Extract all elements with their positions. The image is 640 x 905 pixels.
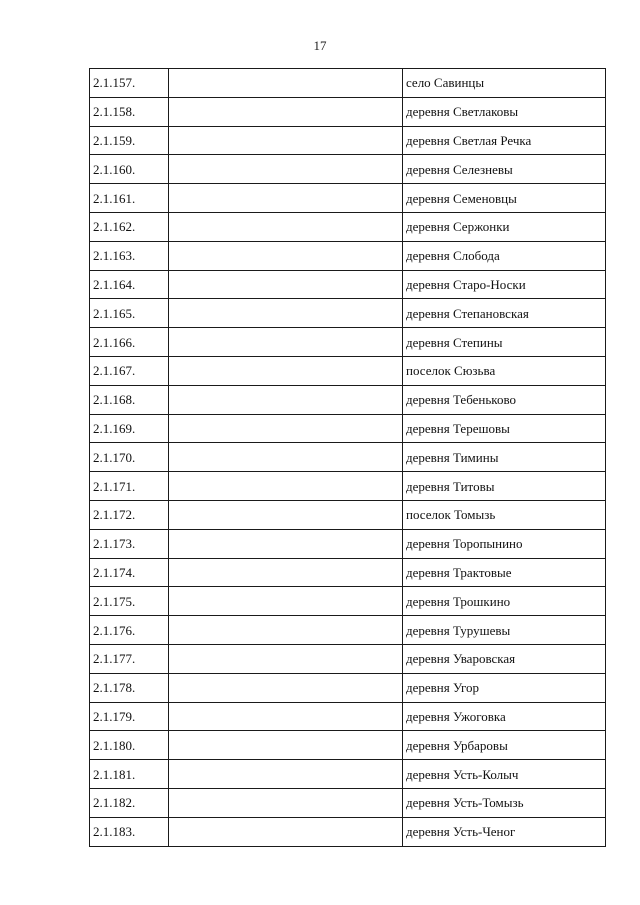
- empty-cell: [169, 500, 403, 529]
- empty-cell: [169, 126, 403, 155]
- table-body: [90, 69, 606, 847]
- row-number-cell: 2.1.181.: [90, 760, 169, 789]
- empty-cell: [169, 97, 403, 126]
- settlement-name-cell: деревня Ужоговка: [403, 702, 606, 731]
- row-number-cell: 2.1.170.: [90, 443, 169, 472]
- page-number: 17: [313, 38, 327, 53]
- empty-cell: [169, 155, 403, 184]
- settlement-name-cell: деревня Трошкино: [403, 587, 606, 616]
- row-number-cell: 2.1.166.: [90, 328, 169, 357]
- empty-cell: [169, 558, 403, 587]
- table-row: [90, 644, 606, 673]
- settlement-name-cell: деревня Степины: [403, 328, 606, 357]
- empty-cell: [169, 184, 403, 213]
- settlement-name-cell: деревня Сержонки: [403, 212, 606, 241]
- empty-cell: [169, 760, 403, 789]
- row-number-cell: 2.1.180.: [90, 731, 169, 760]
- settlement-name-cell: деревня Усть-Ченог: [403, 817, 606, 846]
- row-number-cell: 2.1.178.: [90, 673, 169, 702]
- settlement-name-cell: деревня Турушевы: [403, 616, 606, 645]
- table-row: [90, 126, 606, 155]
- row-number-cell: 2.1.160.: [90, 155, 169, 184]
- empty-cell: [169, 673, 403, 702]
- settlement-name-cell: деревня Торопынино: [403, 529, 606, 558]
- row-number-cell: 2.1.179.: [90, 702, 169, 731]
- settlement-name-cell: деревня Степановская: [403, 299, 606, 328]
- settlement-name-cell: деревня Тебеньково: [403, 385, 606, 414]
- settlement-name-cell: деревня Усть-Колыч: [403, 760, 606, 789]
- empty-cell: [169, 616, 403, 645]
- empty-cell: [169, 702, 403, 731]
- row-number-cell: 2.1.172.: [90, 500, 169, 529]
- row-number-cell: 2.1.158.: [90, 97, 169, 126]
- table-row: [90, 673, 606, 702]
- row-number-cell: 2.1.175.: [90, 587, 169, 616]
- table-row: [90, 356, 606, 385]
- settlement-name-cell: деревня Усть-Томызь: [403, 788, 606, 817]
- row-number-cell: 2.1.182.: [90, 788, 169, 817]
- table-row: [90, 817, 606, 846]
- row-number-cell: 2.1.177.: [90, 644, 169, 673]
- empty-cell: [169, 817, 403, 846]
- row-number-cell: 2.1.169.: [90, 414, 169, 443]
- empty-cell: [169, 270, 403, 299]
- table-row: [90, 241, 606, 270]
- row-number-cell: 2.1.157.: [90, 69, 169, 98]
- settlement-name-cell: деревня Старо-Носки: [403, 270, 606, 299]
- empty-cell: [169, 472, 403, 501]
- table-row: [90, 184, 606, 213]
- empty-cell: [169, 69, 403, 98]
- table-row: [90, 299, 606, 328]
- empty-cell: [169, 731, 403, 760]
- table-row: [90, 529, 606, 558]
- row-number-cell: 2.1.167.: [90, 356, 169, 385]
- row-number-cell: 2.1.183.: [90, 817, 169, 846]
- table-row: [90, 212, 606, 241]
- settlement-name-cell: деревня Тимины: [403, 443, 606, 472]
- settlement-name-cell: деревня Светлаковы: [403, 97, 606, 126]
- table-row: [90, 443, 606, 472]
- empty-cell: [169, 788, 403, 817]
- settlement-name-cell: село Савинцы: [403, 69, 606, 98]
- empty-cell: [169, 299, 403, 328]
- table-row: [90, 558, 606, 587]
- empty-cell: [169, 587, 403, 616]
- settlement-name-cell: деревня Семеновцы: [403, 184, 606, 213]
- empty-cell: [169, 644, 403, 673]
- table-row: [90, 414, 606, 443]
- row-number-cell: 2.1.163.: [90, 241, 169, 270]
- empty-cell: [169, 212, 403, 241]
- settlement-name-cell: поселок Томызь: [403, 500, 606, 529]
- row-number-cell: 2.1.165.: [90, 299, 169, 328]
- table-row: [90, 587, 606, 616]
- empty-cell: [169, 443, 403, 472]
- settlement-name-cell: деревня Титовы: [403, 472, 606, 501]
- empty-cell: [169, 529, 403, 558]
- row-number-cell: 2.1.161.: [90, 184, 169, 213]
- settlement-name-cell: деревня Светлая Речка: [403, 126, 606, 155]
- table-row: [90, 270, 606, 299]
- table-row: [90, 385, 606, 414]
- row-number-cell: 2.1.174.: [90, 558, 169, 587]
- settlement-name-cell: поселок Сюзьва: [403, 356, 606, 385]
- table-row: [90, 760, 606, 789]
- table-row: [90, 155, 606, 184]
- empty-cell: [169, 328, 403, 357]
- settlement-name-cell: деревня Терешовы: [403, 414, 606, 443]
- settlement-name-cell: деревня Селезневы: [403, 155, 606, 184]
- settlement-name-cell: деревня Угор: [403, 673, 606, 702]
- settlement-name-cell: деревня Трактовые: [403, 558, 606, 587]
- table-row: [90, 97, 606, 126]
- table-row: [90, 702, 606, 731]
- row-number-cell: 2.1.176.: [90, 616, 169, 645]
- empty-cell: [169, 385, 403, 414]
- table-row: [90, 731, 606, 760]
- empty-cell: [169, 414, 403, 443]
- settlement-name-cell: деревня Уваровская: [403, 644, 606, 673]
- row-number-cell: 2.1.164.: [90, 270, 169, 299]
- empty-cell: [169, 356, 403, 385]
- table-row: [90, 69, 606, 98]
- empty-cell: [169, 241, 403, 270]
- row-number-cell: 2.1.173.: [90, 529, 169, 558]
- settlement-name-cell: деревня Слобода: [403, 241, 606, 270]
- row-number-cell: 2.1.168.: [90, 385, 169, 414]
- table-row: [90, 500, 606, 529]
- row-number-cell: 2.1.171.: [90, 472, 169, 501]
- row-number-cell: 2.1.159.: [90, 126, 169, 155]
- settlements-table: [89, 68, 606, 847]
- row-number-cell: 2.1.162.: [90, 212, 169, 241]
- settlement-name-cell: деревня Урбаровы: [403, 731, 606, 760]
- table-row: [90, 616, 606, 645]
- table-row: [90, 328, 606, 357]
- table-row: [90, 472, 606, 501]
- table-row: [90, 788, 606, 817]
